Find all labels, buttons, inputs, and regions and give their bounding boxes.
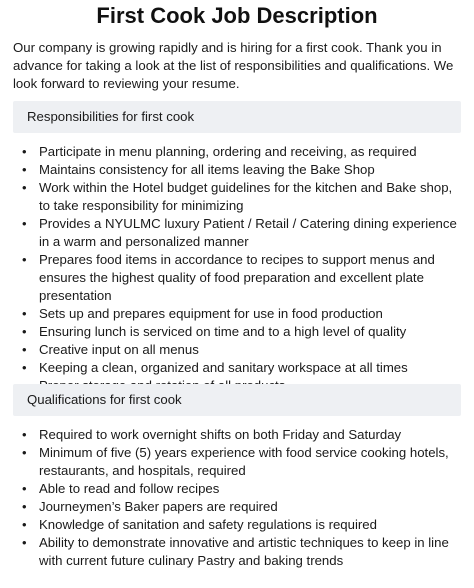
list-item: • Knowledge of sanitation and safety regulations is required [0,516,474,534]
list-item: • Participate in menu planning, ordering and receiving, as required [0,143,474,161]
responsibilities-heading-label: Responsibilities for first cook [27,109,195,124]
qualifications-list [0,426,474,570]
list-item: • Required to work overnight shifts on both Friday and Saturday [0,426,474,444]
page-title: First Cook Job Description [96,3,378,28]
responsibilities-heading [13,101,461,133]
list-item: • Work within the Hotel budget guidelines for the kitchen and Bake shop, to take responsibility for minimizing [0,179,474,215]
list-item: • Minimum of five (5) years experience with food service cooking hotels, restaurants, and hospitals, required [0,444,474,480]
list-item: • Provides a NYULMC luxury Patient / Retail / Catering dining experience in a warm and personalized manner [0,215,474,251]
list-item: • Keeping a clean, organized and sanitary workspace at all times [0,359,474,377]
intro-paragraph: Our company is growing rapidly and is hiring for a first cook. Thank you in advance for taking a look at the list of responsibilities and qualifications. We look forward to reviewing your resume. [13,40,454,91]
list-item: • Maintains consistency for all items leaving the Bake Shop [0,161,474,179]
responsibilities-list [0,143,474,395]
list-item: • Journeymen’s Baker papers are required [0,498,474,516]
list-item: • Creative input on all menus [0,341,474,359]
qualifications-heading-label: Qualifications for first cook [27,392,182,407]
list-item: • Ensuring lunch is serviced on time and to a high level of quality [0,323,474,341]
list-item: • Sets up and prepares equipment for use in food production [0,305,474,323]
list-item: • Able to read and follow recipes [0,480,474,498]
list-item: • Prepares food items in accordance to recipes to support menus and ensures the highest quality of food preparation and excellent plate presentation [0,251,474,305]
qualifications-heading [13,384,461,416]
list-item: • Ability to demonstrate innovative and artistic techniques to keep in line with current future culinary Pastry and baking trends [0,534,474,570]
